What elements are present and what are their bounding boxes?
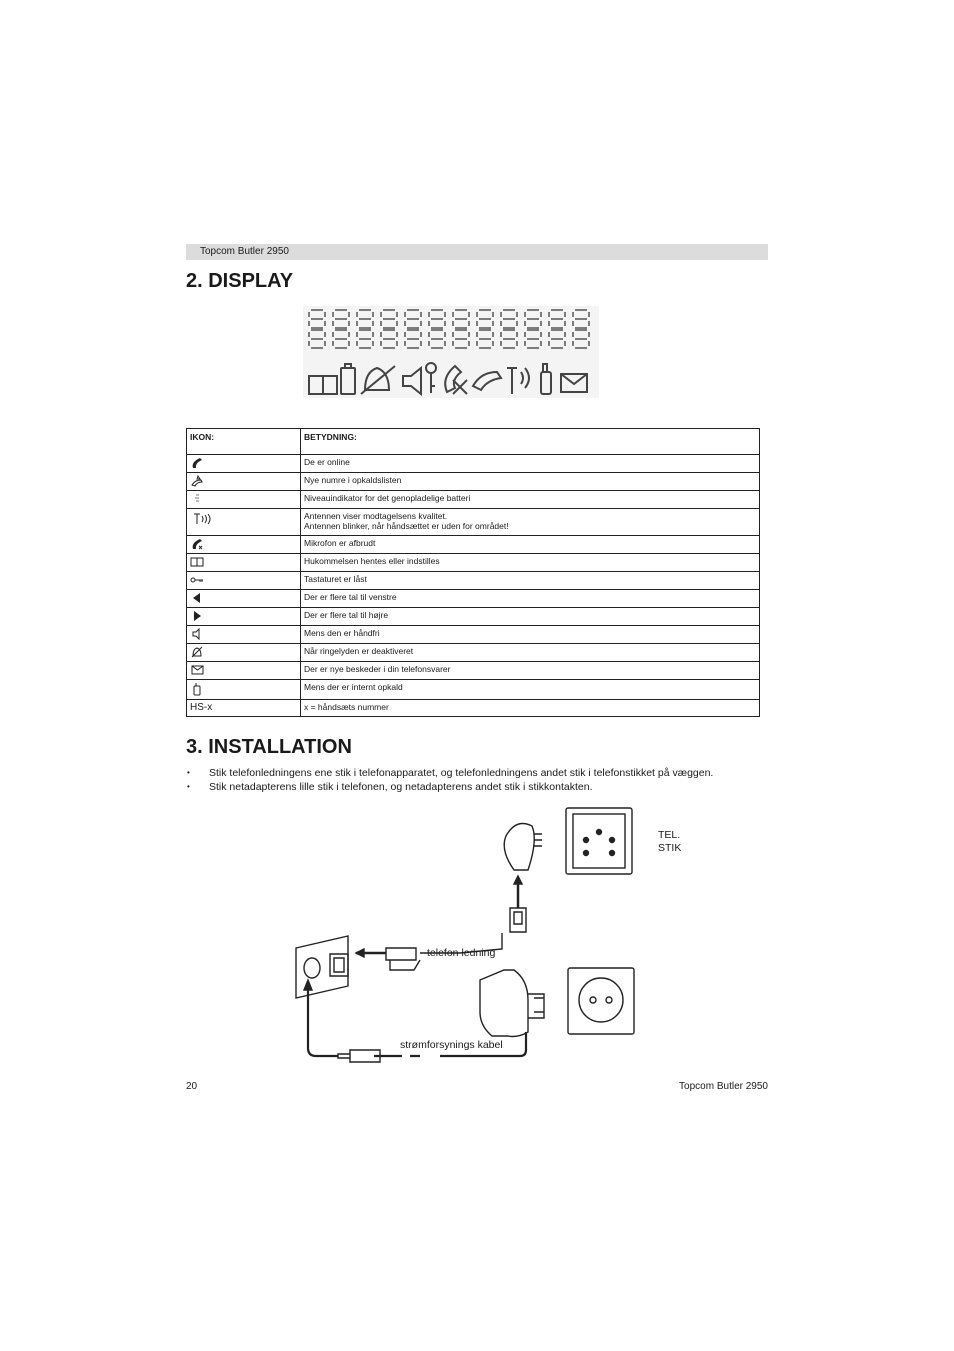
- phone-online-icon: [190, 457, 204, 469]
- new-numbers-icon: [190, 475, 204, 487]
- table-cell-meaning: Mens der er internt opkald: [301, 680, 760, 700]
- intercom-icon: [190, 682, 204, 696]
- tel-socket-label-line2: STIK: [658, 842, 682, 854]
- page-number: 20: [186, 1081, 198, 1092]
- table-cell-meaning-2: Antennen blinker, når håndsættet er uden for området!: [304, 521, 509, 531]
- table-row: [187, 554, 760, 572]
- table-row: [187, 455, 760, 473]
- table-cell-meaning: x = håndsæts nummer: [301, 700, 760, 717]
- telephone-cord-plug: [386, 948, 420, 970]
- running-header: [186, 244, 768, 260]
- lcd-display-illustration: [303, 306, 599, 398]
- table-cell-meaning: De er online: [301, 455, 760, 473]
- battery-level-icon: [190, 493, 204, 505]
- power-cable-plug: [338, 1050, 380, 1062]
- ringer-off-icon: [190, 646, 204, 658]
- table-row: [187, 491, 760, 509]
- table-row: [187, 509, 760, 536]
- table-cell-meaning: Der er nye beskeder i din telefonsvarer: [301, 662, 760, 680]
- icon-table: [186, 428, 760, 717]
- envelope-icon: [190, 664, 206, 676]
- list-item: • Stik telefonledningens ene stik i telefonapparatet, og telefonledningens andet stik i telefonstikket på væggen.: [186, 766, 768, 780]
- tel-wall-socket: [566, 808, 632, 874]
- speaker-icon: [190, 628, 204, 640]
- mic-off-icon: [190, 538, 204, 550]
- installation-diagram: [290, 800, 710, 1065]
- table-cell-meaning: Mens den er håndfri: [301, 626, 760, 644]
- arrow-right-icon: [190, 610, 204, 622]
- table-cell-meaning: Når ringelyden er deaktiveret: [301, 644, 760, 662]
- tel-plug-adapter: [504, 824, 534, 870]
- arrow-left-icon: [190, 592, 204, 604]
- section-heading-display: 2. DISPLAY: [186, 270, 294, 292]
- phonebook-icon: [190, 556, 204, 568]
- table-row: [187, 700, 760, 717]
- table-row: [187, 536, 760, 554]
- table-header-icon: IKON:: [187, 429, 301, 455]
- table-row: [187, 662, 760, 680]
- table-cell-meaning: Nye numre i opkaldslisten: [301, 473, 760, 491]
- table-row: [187, 608, 760, 626]
- power-cable-label: strømforsynings kabel: [400, 1039, 503, 1051]
- footer-title: Topcom Butler 2950: [679, 1081, 768, 1092]
- table-row: [187, 473, 760, 491]
- table-row: [187, 680, 760, 700]
- table-row: [187, 590, 760, 608]
- table-cell-meaning: Der er flere tal til venstre: [301, 590, 760, 608]
- table-cell-meaning: Der er flere tal til højre: [301, 608, 760, 626]
- installation-steps: [186, 766, 768, 794]
- table-cell-meaning: Niveauindikator for det genopladelige batteri: [301, 491, 760, 509]
- table-header-meaning: BETYDNING:: [301, 429, 760, 455]
- tel-socket-label-line1: TEL.: [658, 829, 681, 841]
- table-cell-meaning: Hukommelsen hentes eller indstilles: [301, 554, 760, 572]
- key-lock-icon: [190, 574, 204, 586]
- table-cell-meaning: Antennen viser modtagelsens kvalitet.: [304, 511, 448, 521]
- table-row: [187, 644, 760, 662]
- list-item: • Stik netadapterens lille stik i telefonen, og netadapterens andet stik i stikkontakten.: [186, 780, 768, 794]
- power-adapter: [480, 970, 528, 1037]
- table-cell-icon-text: HS-x: [187, 700, 301, 717]
- table-cell-meaning: Tastaturet er låst: [301, 572, 760, 590]
- table-row: [187, 626, 760, 644]
- table-cell-meaning: Mikrofon er afbrudt: [301, 536, 760, 554]
- section-heading-installation: 3. INSTALLATION: [186, 736, 352, 758]
- table-row: [187, 572, 760, 590]
- telephone-cord-label: telefon ledning: [427, 947, 496, 959]
- running-header-title: Topcom Butler 2950: [200, 246, 289, 257]
- antenna-icon: [190, 511, 212, 525]
